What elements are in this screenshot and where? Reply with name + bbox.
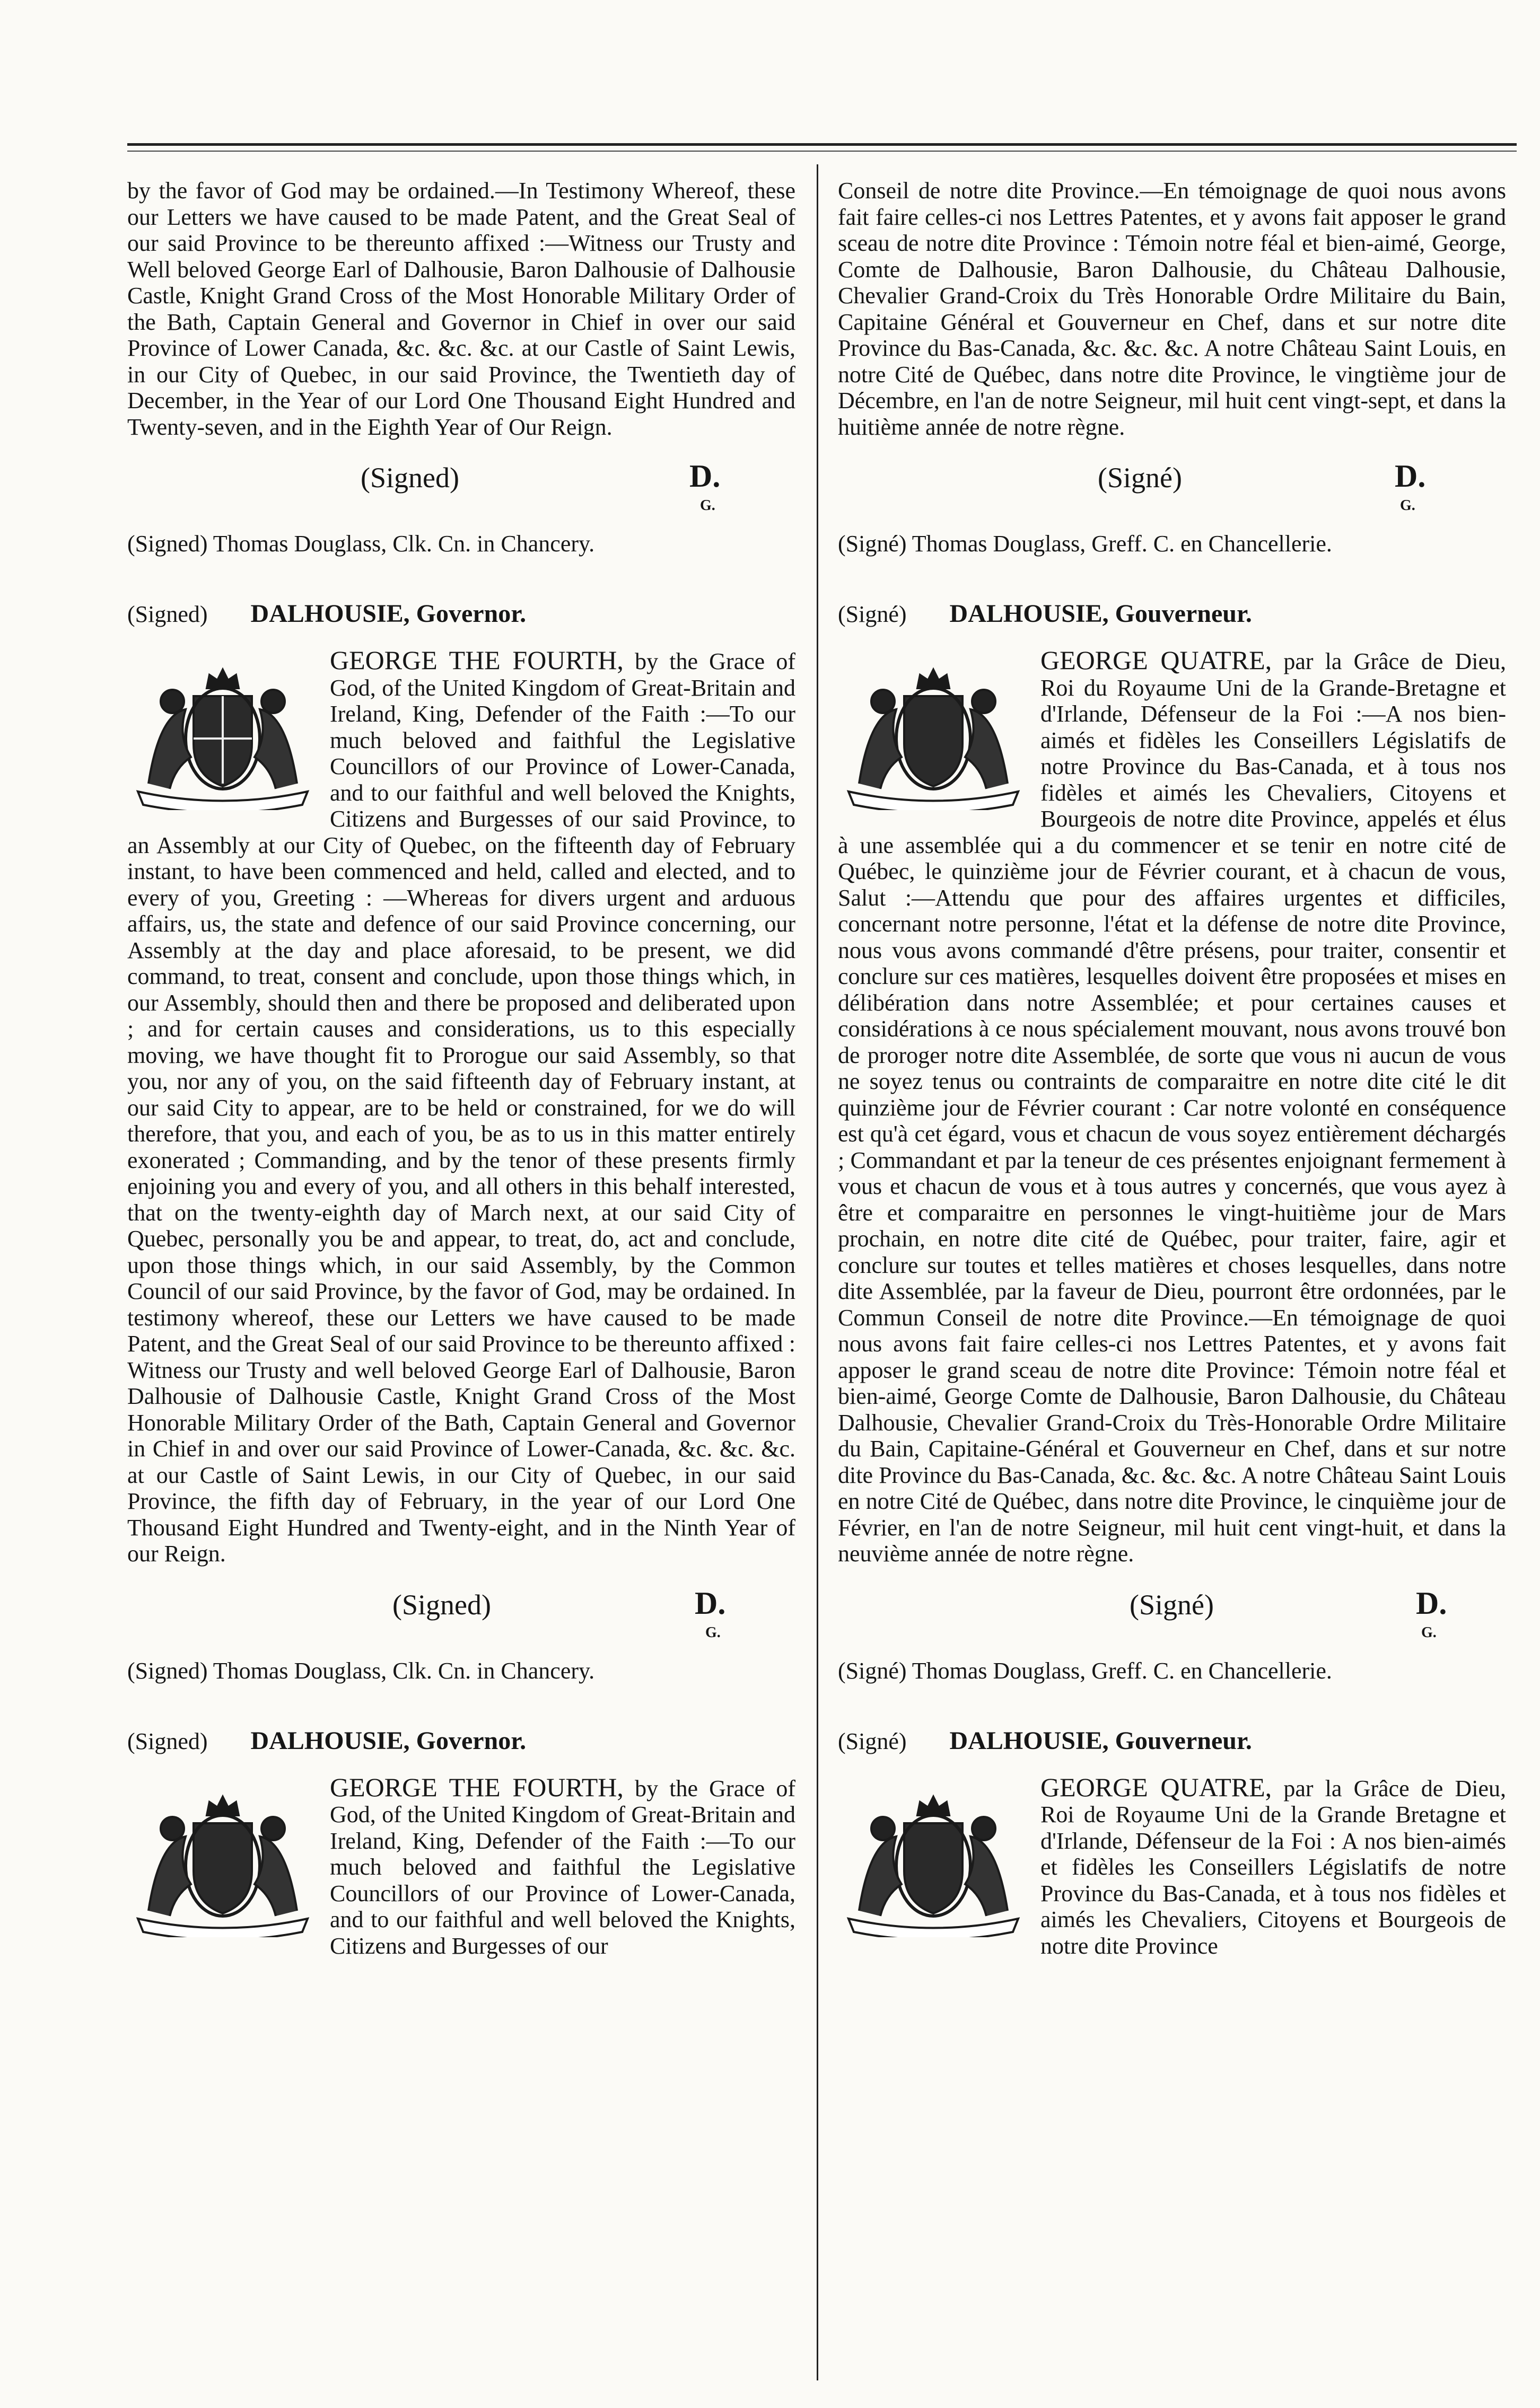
governor-name: DALHOUSIE, Governor. — [250, 1726, 527, 1755]
governor-name: DALHOUSIE, Governor. — [250, 600, 527, 628]
signed-gov-label: (Signé) — [838, 601, 907, 627]
royal-mark-g: G. — [705, 1624, 721, 1641]
english-proclamation-2-text: by the Grace of God, of the United Kingdom of Great-Britain and Ireland, King, Defender of the Faith :—To our much beloved and faithful the Legislative Councillors of our Province of Lower-Canada, and to our faithful and well beloved the Knights, Citizens and Burgesses of our — [330, 1775, 796, 1959]
signed-label: (Signed) — [392, 1588, 491, 1621]
signed-label: (Signé) — [1130, 1588, 1214, 1621]
top-rule-thick — [127, 143, 1517, 146]
french-proclamation-1-text: par la Grâce de Dieu, Roi du Royaume Uni de la Grande-Bretagne et d'Irlande, Défenseur de la Foi :—A nos bien-aimés et fidèles les Conseillers Législatifs de notre Province du Bas-Canada, et à tous nos fidèles et aimés les Chevaliers, Citoyens et Bourgeois de notre dite Province, appelés et élus à une assemblée qui a du commencer et se tenir en notre cité de Québec, le quinzième jour de Février courant, et à chacun de vous, Salut :—Attendu que pour des affaires urgentes et difficiles, concernant notre personne, l'état et la défense de notre dite Province, nous vous avons commandé d'être présens, pour traiter, consentir et conclure sur ces matières, lesquelles doivent être proposées et mises en délibération dans notre Assemblée; et pour certaines causes et considérations à ce nous spécialement mouvant, nous avons trouvé bon de proroger notre dite Assemblée, de sorte que vous ni aucun de vous ne soyez tenus ou contraints de comparaitre en notre dite cité le dit quinzième jour de Février courant : Car notre volonté en conséquence est qu'à cet égard, vous et chacun de vous soyez entièrement déchargés ; Commandant et par la teneur de ces présentes enjoignant fermement à vous et chacun de vous et à tous autres y concernés, que vous ayez à être et comparaitre en personnes le vingt-huitième jour de Mars prochain, en notre dite cité de Québec, pour traiter, faire, agir et conclure sur toutes et telles matières et choses lesquelles, dans notre dite Assemblée, par la faveur de Dieu, pourront être ordonnées, par le Commun Conseil de notre dite Province.—En témoignage de quoi nous avons fait faire celles-ci nos Lettres Patentes, et y avons fait apposer le grand sceau de notre dite Province: Témoin notre féal et bien-aimé, George Comte de Dalhousie, Baron Dalhousie, du Château Dalhousie, Chevalier Grand-Croix du Très-Honorable Ordre Militaire du Bain, Capitaine-Général et Gouverneur en Chef, dans et sur notre dite Province du Bas-Canada, &c. &c. &c. A notre Château Saint Louis en notre Cité de Québec, dans notre dite Province, le cinquième jour de Février, en l'an de notre Seigneur, mil huit cent vingt-huit, et dans la neuvième année de notre règne. — [838, 648, 1507, 1567]
english-governor-line-1 — [127, 599, 795, 647]
english-column — [127, 178, 795, 1959]
french-signature-block-2 — [838, 1567, 1506, 1641]
french-proclamation-1 — [838, 647, 1506, 1567]
governor-name: DALHOUSIE, Gouverneur. — [949, 1726, 1252, 1755]
english-clerk-line-2: (Signed) Thomas Douglass, Clk. Cn. in Chancery. — [127, 1657, 595, 1684]
governor-name: DALHOUSIE, Gouverneur. — [949, 600, 1252, 628]
proclamation-lead: GEORGE QUATRE, — [1040, 645, 1272, 675]
french-clerk-line-1: (Signé) Thomas Douglass, Greff. C. en Chancellerie. — [838, 531, 1332, 557]
column-divider — [817, 164, 818, 2380]
royal-coat-of-arms-icon — [838, 1778, 1029, 1937]
french-governor-line-2 — [838, 1726, 1506, 1774]
signed-label: (Signé) — [1098, 462, 1182, 494]
royal-coat-of-arms-icon — [838, 651, 1029, 810]
royal-mark-d: D. — [1416, 1585, 1447, 1621]
french-proclamation-2 — [838, 1774, 1506, 1959]
french-proclamation-2-text: par la Grâce de Dieu, Roi de Royaume Uni de la Grande Bretagne et d'Irlande, Défenseur de la Foi : A nos bien-aimés et fidèles les Conseillers Législatifs de notre Province du Bas-Canada, et à tous nos fidèles et aimés les Chevaliers, Citoyens et Bourgeois de notre dite Province — [1040, 1775, 1507, 1959]
english-proclamation-1-text: by the Grace of God, of the United Kingdom of Great-Britain and Ireland, King, Defender of the Faith :—To our much beloved and faithful the Legislative Councillors of our Province of Lower-Canada, and to our faithful and well beloved the Knights, Citizens and Burgesses of our said Province, to an Assembly at our City of Quebec, on the fifteenth day of February instant, to have been commenced and held, called and elected, and to every of you, Greeting : —Whereas for divers urgent and arduous affairs, us, the state and defence of our said Province concerning, our Assembly at the day and place aforesaid, to be present, we did command, to treat, consent and conclude, upon those things which, in our Assembly, should then and there be proposed and deliberated upon ; and for certain causes and considerations, us to this especially moving, we have thought fit to Prorogue our said Assembly, so that you, nor any of you, on the said fifteenth day of February instant, at our said City to appear, are to be held or constrained, for we do will therefore, that you, and each of you, be as to us in this matter entirely exonerated ; Commanding, and by the tenor of these presents firmly enjoining you and every of you, and all others in this behalf interested, that on the twenty-eighth day of March next, at our said City of Quebec, personally you be and appear, to treat, do, act and conclude, upon those things which, in our said Assembly, by the Common Council of our said Province, by the favor of God, may be ordained. In testimony whereof, these our Letters we have caused to be made Patent, and the Great Seal of our said Province to be thereunto affixed : Witness our Trusty and well beloved George Earl of Dalhousie, Baron Dalhousie of Dalhousie Castle, Knight Grand Cross of the Most Honorable Military Order of the Bath, Captain General and Governor in Chief in and over our said Province of Lower-Canada, &c. &c. &c. at our Castle of Saint Lewis, in our City of Quebec, in our said Province, the fifth day of February, in the year of our Lord One Thousand Eight Hundred and Twenty-eight, and in the Ninth Year of our Reign. — [127, 648, 796, 1567]
signed-gov-label: (Signed) — [127, 601, 208, 627]
signed-gov-label: (Signé) — [838, 1728, 907, 1754]
english-clerk-line-1: (Signed) Thomas Douglass, Clk. Cn. in Chancery. — [127, 531, 595, 557]
proclamation-lead: GEORGE QUATRE, — [1040, 1772, 1272, 1802]
french-clerk-line-2: (Signé) Thomas Douglass, Greff. C. en Chancellerie. — [838, 1657, 1332, 1684]
french-governor-line-1 — [838, 599, 1506, 647]
signed-gov-label: (Signed) — [127, 1728, 208, 1754]
royal-coat-of-arms-icon — [127, 1778, 318, 1937]
english-proclamation-1 — [127, 647, 795, 1567]
french-column — [838, 178, 1506, 1959]
proclamation-lead: GEORGE THE FOURTH, — [330, 645, 624, 675]
top-rule-thin — [127, 151, 1517, 152]
english-intro-paragraph: by the favor of God may be ordained.—In Testimony Whereof, these our Letters we have caused to be made Patent, and the Great Seal of our said Province to be thereunto affixed :—Witness our Trusty and Well beloved George Earl of Dalhousie, Baron Dalhousie of Dalhousie Castle, Knight Grand Cross of the Most Honorable Military Order of the Bath, Captain General and Governor in Chief in over our said Province of Lower Canada, &c. &c. &c. at our Castle of Saint Lewis, in our City of Quebec, in our said Province, the Twentieth day of December, in the Year of our Lord One Thousand Eight Hundred and Twenty-seven, and in the Eighth Year of Our Reign. — [127, 178, 795, 440]
english-proclamation-2 — [127, 1774, 795, 1959]
proclamation-lead: GEORGE THE FOURTH, — [330, 1772, 624, 1802]
english-signature-block-2 — [127, 1567, 795, 1641]
english-governor-line-2 — [127, 1726, 795, 1774]
english-signature-block-1 — [127, 440, 795, 514]
royal-mark-d: D. — [695, 1585, 726, 1621]
french-signature-block-1 — [838, 440, 1506, 514]
royal-mark-g: G. — [1400, 497, 1415, 514]
signed-label: (Signed) — [361, 462, 459, 494]
royal-mark-d: D. — [1395, 459, 1426, 494]
french-intro-paragraph: Conseil de notre dite Province.—En témoignage de quoi nous avons fait faire celles-ci nos Lettres Patentes, et y avons fait apposer le grand sceau de notre dite Province : Témoin notre féal et bien-aimé, George, Comte de Dalhousie, Baron Dalhousie, du Château Dalhousie, Chevalier Grand-Croix du Très Honorable Ordre Militaire du Bain, Capitaine Général et Gouverneur en Chef, dans et sur notre dite Province du Bas-Canada, &c. &c. &c. A notre Château Saint Louis, en notre Cité de Québec, dans notre dite Province, le vingtième jour de Décembre, en l'an de notre Seigneur, mil huit cent vingt-sept, et dans la huitième année de notre règne. — [838, 178, 1506, 440]
royal-mark-g: G. — [700, 497, 715, 514]
royal-mark-d: D. — [689, 459, 721, 494]
royal-mark-g: G. — [1421, 1624, 1437, 1641]
royal-coat-of-arms-icon — [127, 651, 318, 810]
